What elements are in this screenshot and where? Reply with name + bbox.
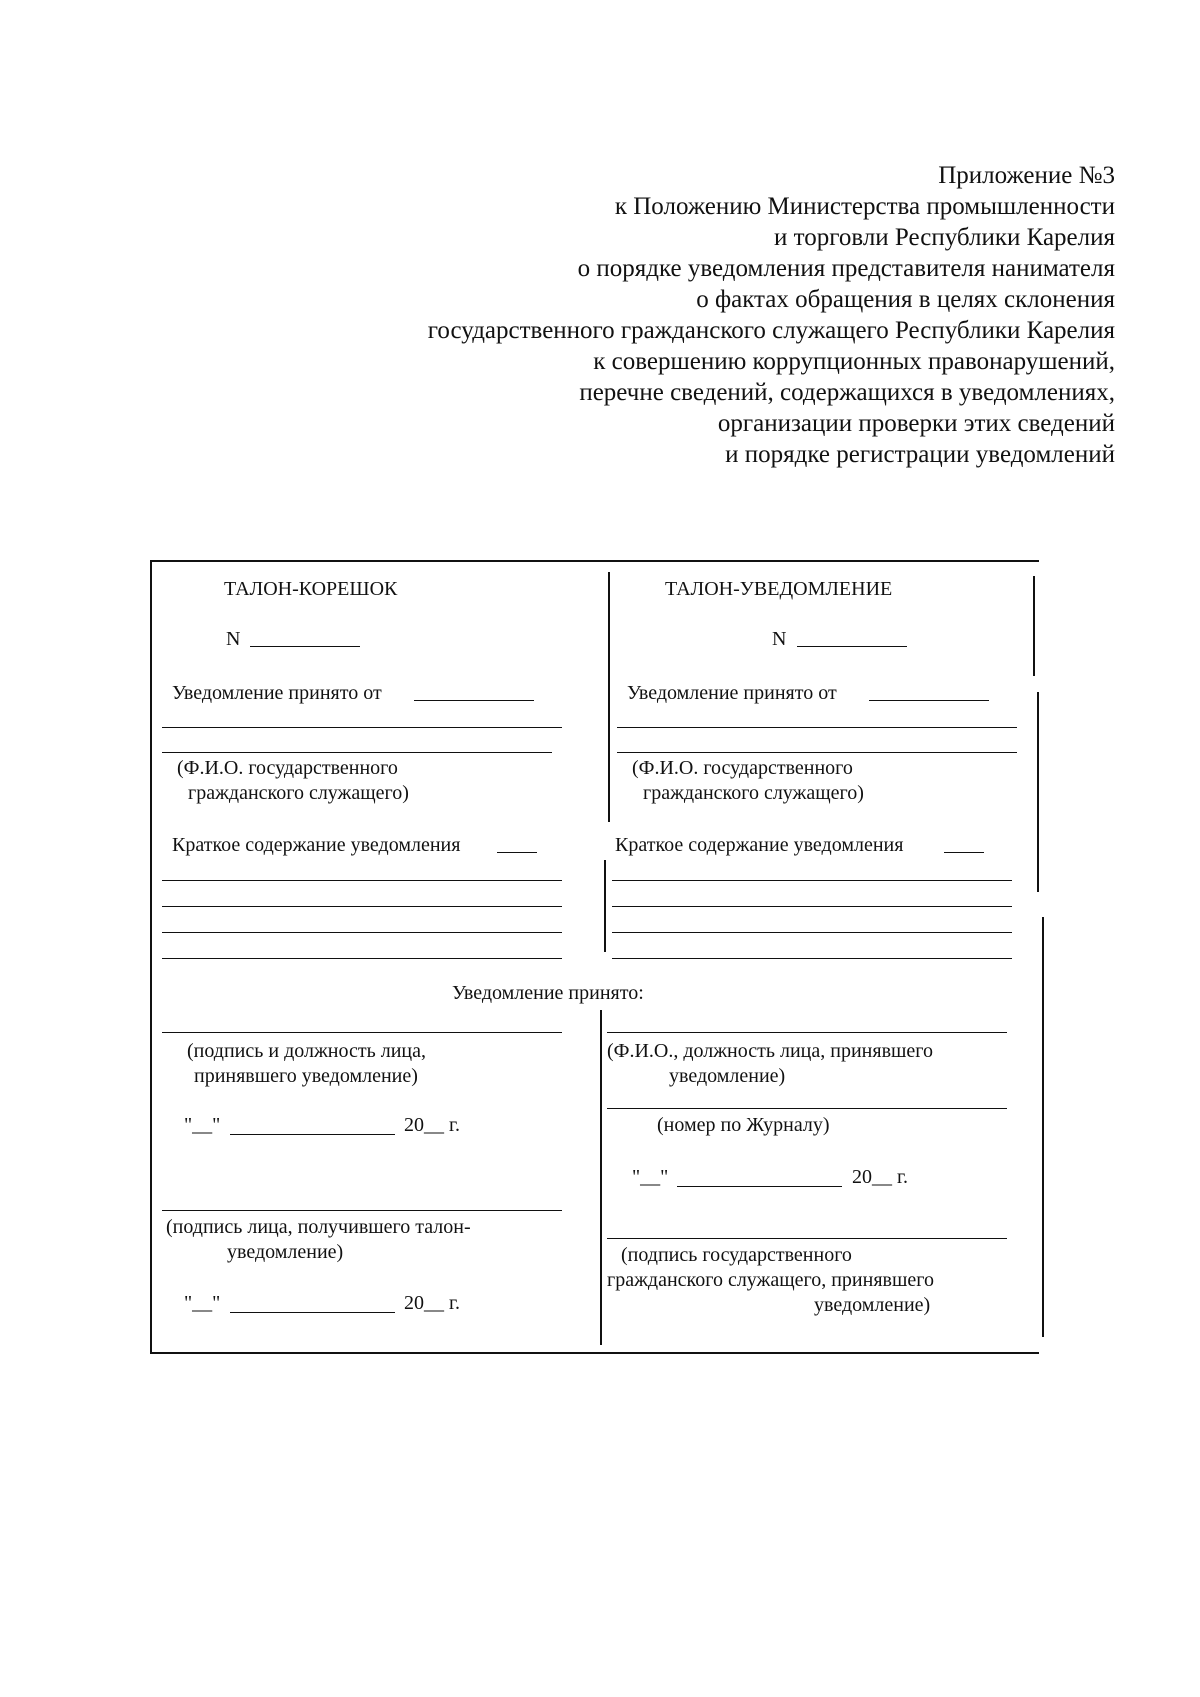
stub-sign-position-caption: (подпись и должность лица, — [187, 1040, 426, 1062]
notice-servant-sign-caption: гражданского служащего, принявшего — [607, 1269, 934, 1291]
stub-fio-field[interactable] — [162, 752, 552, 753]
notice-date-year: 20__ г. — [852, 1166, 908, 1188]
notice-number-field[interactable] — [797, 646, 907, 647]
stub-number-field[interactable] — [250, 646, 360, 647]
stub-summary-line[interactable] — [162, 932, 562, 933]
heading-line: организации проверки этих сведений — [717, 410, 1115, 437]
stub-date2-year: 20__ г. — [404, 1292, 460, 1314]
heading-line: перечне сведений, содержащихся в уведомлениях, — [579, 379, 1115, 406]
stub-summary-field[interactable] — [497, 852, 537, 853]
stub-date1-quote: "__" — [184, 1114, 221, 1136]
notice-accepted-fio-caption: (Ф.И.О., должность лица, принявшего — [607, 1040, 933, 1062]
stub-number-label: N — [226, 628, 241, 650]
stub-fio-caption: гражданского служащего) — [188, 782, 409, 804]
notice-servant-sign-field[interactable] — [607, 1238, 1007, 1239]
notice-journal-caption: (номер по Журналу) — [657, 1114, 830, 1136]
stub-recipient-sign-field[interactable] — [162, 1210, 562, 1211]
stub-date1-year: 20__ г. — [404, 1114, 460, 1136]
stub-fio-field[interactable] — [162, 727, 562, 728]
notice-received-from-field[interactable] — [869, 700, 989, 701]
cut-line — [604, 860, 606, 952]
heading-line: о фактах обращения в целях склонения — [696, 286, 1115, 313]
notice-servant-sign-caption: уведомление) — [814, 1294, 931, 1316]
stub-date1-field[interactable] — [230, 1134, 395, 1135]
heading-line: о порядке уведомления представителя нанимателя — [577, 255, 1115, 282]
notice-summary-line[interactable] — [612, 958, 1012, 959]
notice-received-from: Уведомление принято от — [627, 682, 837, 704]
stub-title: ТАЛОН-КОРЕШОК — [224, 578, 398, 600]
stub-fio-caption: (Ф.И.О. государственного — [177, 757, 398, 779]
notice-summary-line[interactable] — [612, 932, 1012, 933]
stub-recipient-sign-caption: уведомление) — [227, 1241, 344, 1263]
heading-line: государственного гражданского служащего Республики Карелия — [427, 317, 1115, 344]
coupon-form — [150, 560, 1039, 1354]
notice-summary-field[interactable] — [944, 852, 984, 853]
right-border — [1033, 576, 1035, 676]
stub-summary-label: Краткое содержание уведомления — [172, 834, 461, 856]
notice-summary-line[interactable] — [612, 880, 1012, 881]
stub-sign-position-caption: принявшего уведомление) — [194, 1065, 418, 1087]
stub-date2-field[interactable] — [230, 1312, 395, 1313]
stub-summary-line[interactable] — [162, 906, 562, 907]
notice-servant-sign-caption: (подпись государственного — [621, 1244, 852, 1266]
notice-journal-field[interactable] — [607, 1108, 1007, 1109]
notice-date-quote: "__" — [632, 1166, 669, 1188]
notice-summary-label: Краткое содержание уведомления — [615, 834, 904, 856]
stub-summary-line[interactable] — [162, 958, 562, 959]
heading-line: к совершению коррупционных правонарушений, — [593, 348, 1115, 375]
notice-fio-caption: гражданского служащего) — [643, 782, 864, 804]
stub-received-from: Уведомление принято от — [172, 682, 382, 704]
notice-fio-field[interactable] — [617, 752, 1017, 753]
notice-accepted-fio-field[interactable] — [607, 1032, 1007, 1033]
stub-received-from-field[interactable] — [414, 700, 534, 701]
notice-date-field[interactable] — [677, 1186, 842, 1187]
heading-line: Приложение №3 — [938, 162, 1115, 189]
heading-line: и порядке регистрации уведомлений — [725, 441, 1115, 468]
cut-line — [608, 572, 610, 822]
notice-title: ТАЛОН-УВЕДОМЛЕНИЕ — [665, 578, 893, 600]
right-border — [1037, 692, 1039, 892]
notice-accepted-fio-caption: уведомление) — [669, 1065, 786, 1087]
accepted-label: Уведомление принято: — [452, 982, 644, 1004]
heading-line: к Положению Министерства промышленности — [614, 193, 1115, 220]
stub-date2-quote: "__" — [184, 1292, 221, 1314]
notice-number-label: N — [772, 628, 787, 650]
notice-fio-caption: (Ф.И.О. государственного — [632, 757, 853, 779]
stub-summary-line[interactable] — [162, 880, 562, 881]
stub-sign-position-field[interactable] — [162, 1032, 562, 1033]
notice-fio-field[interactable] — [617, 727, 1017, 728]
right-border — [1042, 917, 1044, 1337]
notice-summary-line[interactable] — [612, 906, 1012, 907]
heading-line: и торговли Республики Карелия — [774, 224, 1115, 251]
cut-line — [600, 1010, 602, 1345]
appendix-heading — [215, 160, 1115, 470]
stub-recipient-sign-caption: (подпись лица, получившего талон- — [166, 1216, 471, 1238]
